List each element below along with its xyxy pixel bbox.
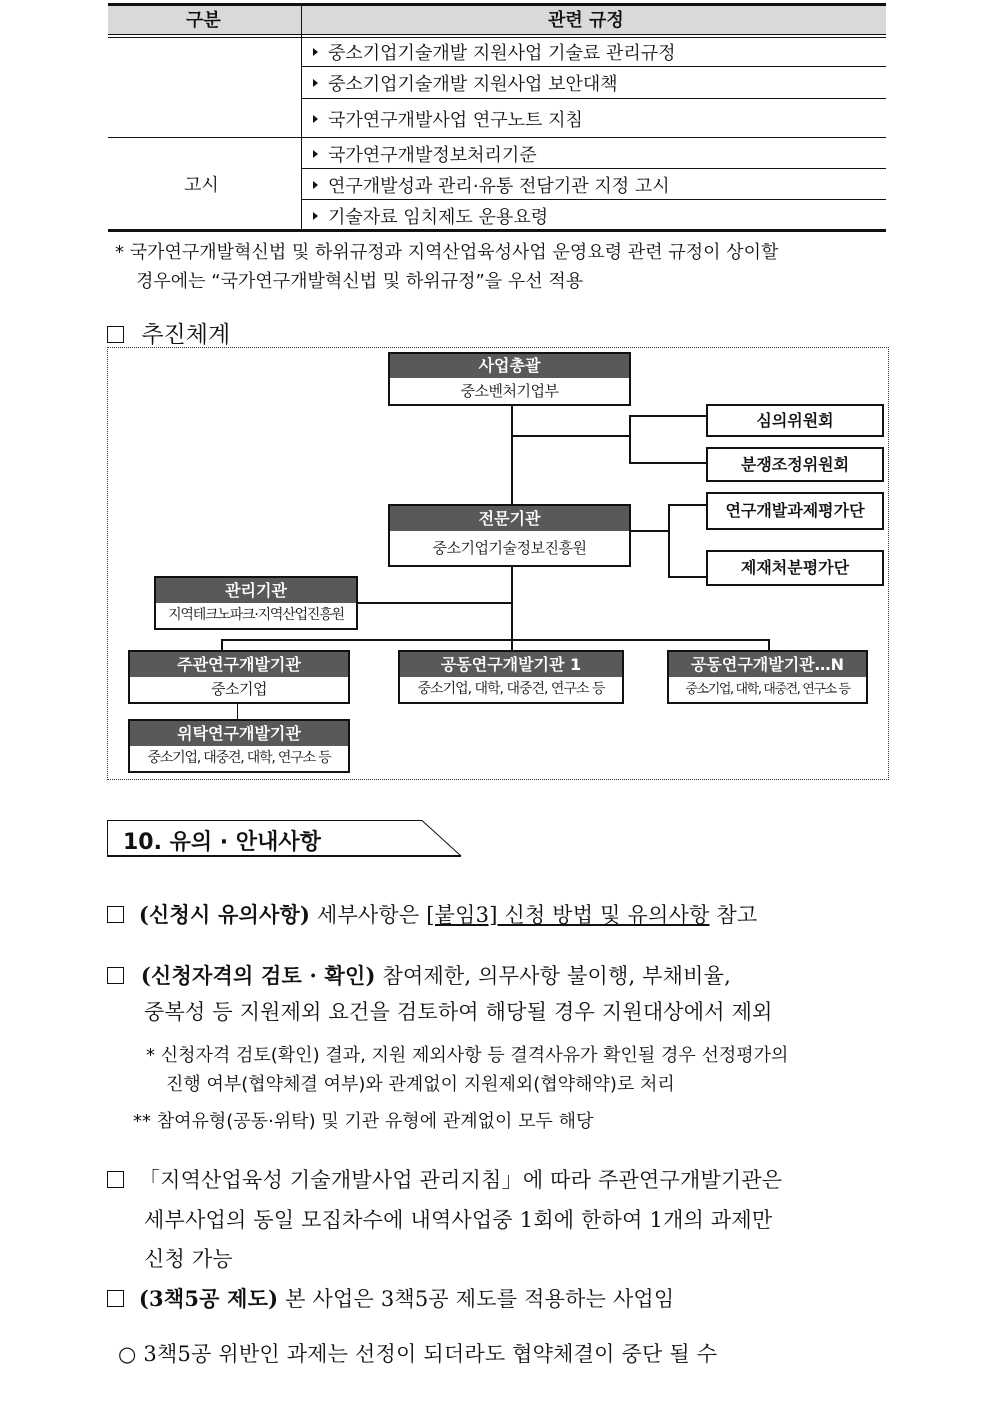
org-box-title: 관리기관 xyxy=(156,578,356,603)
table-header-row xyxy=(108,3,886,34)
connector-line xyxy=(668,576,708,578)
table-row: 중소기업기술개발 지원사업 보안대책 xyxy=(313,70,618,96)
org-box-manager xyxy=(154,576,358,630)
triangle-bullet-icon xyxy=(313,181,318,189)
triangle-bullet-icon xyxy=(313,79,318,87)
notice-application xyxy=(107,899,757,929)
connector-line xyxy=(668,504,670,578)
triangle-bullet-icon xyxy=(313,150,318,158)
table-row: 국가연구개발정보처리기준 xyxy=(313,141,537,167)
eligibility-footnote-1: * 신청자격 검토(확인) 결과, 지원 제외사항 등 결격사유가 확인될 경우 선정평가의 xyxy=(146,1045,789,1066)
notice-eligibility xyxy=(107,960,731,990)
org-box-title: 공동연구개발기관 1 xyxy=(400,652,622,677)
org-box-title: 위탁연구개발기관 xyxy=(130,721,348,746)
org-box-lead xyxy=(128,650,350,704)
triangle-bullet-icon xyxy=(313,212,318,220)
row-divider xyxy=(301,168,886,169)
checkbox-square-icon xyxy=(107,1290,124,1307)
org-box-dispute-committee: 분쟁조정위원회 xyxy=(706,447,884,482)
org-section-heading xyxy=(107,316,230,349)
org-box-name: 중소기업기술정보진흥원 xyxy=(432,539,587,557)
notice-guideline-line2: 세부사업의 동일 모집차수에 내역사업중 1회에 한하여 1개의 과제만 xyxy=(144,1208,773,1232)
connector-line xyxy=(221,639,770,641)
checkbox-square-icon xyxy=(107,906,124,923)
connector-line xyxy=(629,462,708,464)
connector-line xyxy=(511,404,513,506)
table-header-category: 구분 xyxy=(186,10,221,31)
connector-line xyxy=(629,415,708,417)
org-box-name: 중소기업, 대중견, 대학, 연구소 등 xyxy=(147,750,331,766)
org-box-sanction-evaluation: 제재처분평가단 xyxy=(706,550,884,586)
org-box-agency xyxy=(388,504,631,567)
table-row: 중소기업기술개발 지원사업 기술료 관리규정 xyxy=(313,39,676,65)
table-row: 기술자료 임치제도 운용요령 xyxy=(313,203,548,229)
org-box-title: 사업총괄 xyxy=(390,354,629,378)
row-divider xyxy=(301,199,886,200)
notice-text: 본 사업은 3책5공 제도를 적용하는 사업임 xyxy=(278,1287,675,1311)
notice-guideline xyxy=(107,1164,782,1194)
notice-label: (신청자격의 검토 · 확인) xyxy=(140,963,376,988)
org-section-title: 추진체계 xyxy=(141,322,231,348)
org-box-rd-evaluation: 연구개발과제평가단 xyxy=(706,492,884,530)
org-box-title: 주관연구개발기관 xyxy=(130,652,348,677)
eligibility-footnote-2: ** 참여유형(공동·위탁) 및 기관 유형에 관계없이 모두 해당 xyxy=(133,1111,594,1132)
table-category-notice: 고시 xyxy=(184,175,219,196)
org-box-joint-1 xyxy=(398,650,624,704)
org-box-title: 전문기관 xyxy=(390,506,629,531)
row-divider xyxy=(301,66,886,67)
notice-text: 참고 xyxy=(709,903,758,927)
table-note-line2: 경우에는 “국가연구개발혁신법 및 하위규정”을 우선 적용 xyxy=(136,271,584,292)
org-box-name: 중소기업, 대학, 대중견, 연구소 등 xyxy=(417,681,605,697)
connector-line xyxy=(629,415,631,464)
section-10-title: 10. 유의 · 안내사항 xyxy=(123,830,321,855)
connector-line xyxy=(630,530,670,532)
table-row: 연구개발성과 관리·유통 전담기관 지정 고시 xyxy=(313,172,670,198)
header-divider xyxy=(108,34,886,35)
connector-line xyxy=(668,504,708,506)
org-box-name: 중소기업 xyxy=(211,680,267,698)
row-divider xyxy=(301,98,886,99)
header-divider xyxy=(108,37,886,38)
notice-text: 세부사항은 xyxy=(310,903,427,927)
connector-line xyxy=(356,602,513,604)
row-divider xyxy=(108,137,886,138)
eligibility-footnote-1-line2: 진행 여부(협약체결 여부)와 관계없이 지원제외(협약해약)로 처리 xyxy=(166,1074,675,1095)
triangle-bullet-icon xyxy=(313,48,318,56)
org-box-title: 공동연구개발기관…N xyxy=(669,652,866,677)
org-box-consign xyxy=(128,719,350,773)
notice-eligibility-line2: 중복성 등 지원제외 요건을 검토하여 해당될 경우 지원대상에서 제외 xyxy=(144,1000,773,1024)
checkbox-square-icon xyxy=(107,326,124,343)
notice-text: 참여제한, 의무사항 불이행, 부채비율, xyxy=(375,964,732,988)
table-note-line1: * 국가연구개발혁신법 및 하위규정과 지역산업육성사업 운영요령 관련 규정이 상이할 xyxy=(115,242,779,263)
triangle-bullet-icon xyxy=(313,115,318,123)
notice-3-5-rule-sub: ○ 3책5공 위반인 과제는 선정이 되더라도 협약체결이 중단 될 수 xyxy=(118,1342,718,1366)
table-header-regulations: 관련 규정 xyxy=(548,10,624,31)
connector-line xyxy=(511,435,631,437)
notice-text: 「지역산업육성 기술개발사업 관리지침」에 따라 주관연구개발기관은 xyxy=(138,1168,783,1192)
org-box-review-committee: 심의위원회 xyxy=(706,404,884,437)
org-box-name: 중소기업, 대학, 대중견, 연구소 등 xyxy=(685,682,850,697)
table-row: 국가연구개발사업 연구노트 지침 xyxy=(313,106,583,132)
notice-label: (3책5공 제도) xyxy=(138,1286,279,1311)
checkbox-square-icon xyxy=(107,967,124,984)
column-divider xyxy=(301,3,302,229)
attachment3-link[interactable]: [붙임3] 신청 방법 및 유의사항 xyxy=(426,903,710,927)
table-bottom-border xyxy=(108,229,886,232)
org-box-name: 지역테크노파크·지역산업진흥원 xyxy=(168,607,344,623)
notice-guideline-line3: 신청 가능 xyxy=(144,1247,233,1271)
org-box-name: 중소벤처기업부 xyxy=(460,382,559,400)
notice-3-5-rule xyxy=(107,1283,674,1313)
checkbox-square-icon xyxy=(107,1171,124,1188)
org-box-joint-n xyxy=(667,650,868,704)
notice-label: (신청시 유의사항) xyxy=(138,902,311,927)
org-box-overall xyxy=(388,352,631,406)
